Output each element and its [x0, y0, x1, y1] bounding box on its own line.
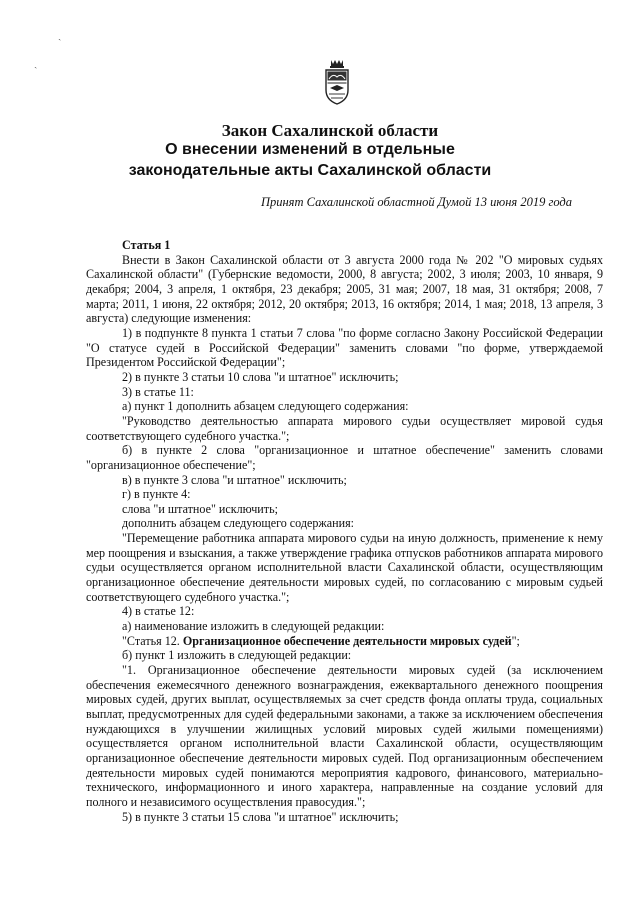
statute-12-heading	[86, 634, 603, 649]
statute-12-title: Организационное обеспечение деятельности мировых судей	[182, 633, 512, 648]
paragraph: Внести в Закон Сахалинской области от 3 августа 2000 года № 202 "О мировых судьях Сахалинской области" (Губернские ведомости, 2000, 8 августа; 2002, 3 июля; 2003, 10 января, 9 декабря; 2004, 3 апреля, 1 октября, 23 декабря; 2005, 31 мая; 2007, 18 мая, 31 октября; 2008, 7 марта; 2011, 1 июня, 22 октября; 2012, 20 октября; 2013, 16 октября; 2014, 1 мая; 2018, 13 апреля, 3 августа) следующие изменения:	[86, 252, 603, 326]
paragraph: слова "и штатное" исключить;	[122, 501, 278, 516]
paragraph: г) в пункте 4:	[122, 487, 191, 502]
paragraph: 4) в статье 12:	[122, 604, 195, 619]
article-title: Статья 1	[122, 238, 171, 252]
paragraph: дополнить абзацем следующего содержания:	[122, 516, 355, 531]
coat-of-arms-emblem	[322, 56, 352, 106]
paragraph: 5) в пункте 3 статьи 15 слова "и штатное" исключить;	[122, 809, 399, 824]
law-title: Закон Сахалинской области	[221, 121, 439, 140]
paragraph: б) в пункте 2 слова "организационное и штатное обеспечение" заменить словами "организационное обеспечение";	[86, 443, 603, 472]
scan-mark: ˎ	[58, 30, 62, 41]
paragraph: "Руководство деятельностью аппарата мирового судьи осуществляет мировой судья соответствующего судебного участка.";	[86, 413, 603, 443]
law-body	[86, 238, 603, 824]
statute-12-suffix: ";	[511, 633, 520, 648]
law-subtitle-line2: законодательные акты Сахалинской области	[128, 162, 492, 179]
paragraph: 2) в пункте 3 статьи 10 слова "и штатное" исключить;	[122, 369, 399, 384]
paragraph: 3) в статье 11:	[122, 384, 194, 399]
statute-12-prefix: "Статья 12.	[122, 633, 183, 648]
scan-mark: ˎ	[34, 58, 38, 69]
paragraph: а) пункт 1 дополнить абзацем следующего содержания:	[122, 399, 409, 414]
adoption-note: Принят Сахалинской областной Думой 13 июня 2019 года	[260, 195, 572, 209]
paragraph: б) пункт 1 изложить в следующей редакции:	[122, 648, 352, 663]
law-subtitle-line1: О внесении изменений в отдельные	[165, 141, 455, 158]
paragraph: в) в пункте 3 слова "и штатное" исключить;	[122, 472, 347, 487]
paragraph: 1) в подпункте 8 пункта 1 статьи 7 слова "по форме согласно Закону Российской Федерации "О статусе судей в Российской Федерации" заменить словами "по форме, утверждаемой Президентом Российской Федерации";	[86, 325, 603, 370]
paragraph: "Перемещение работника аппарата мирового судьи на иную должность, применение к нему мер поощрения и взыскания, а также утверждение графика отпусков работников аппарата мирового судьи осуществляется органом исполнительной власти Сахалинской области, осуществляющим организационное обеспечение деятельности мировых судей, по согласованию с мировым судьей соответствующего судебного участка.";	[86, 531, 603, 604]
paragraph: "1. Организационное обеспечение деятельности мировых судей (за исключением обеспечения ежемесячного денежного вознаграждения, ежеквартального денежного поощрения мировых судей, других выплат, осуществляемых за счет средств фонда оплаты труда, социальных выплат, предусмотренных для судей федеральными законами, а также за исключением обеспечения нуждающихся в улучшении жилищных условий мировых судей жилыми помещениями) осуществляется органом исполнительной власти Сахалинской области, осуществляющим организационное обеспечение деятельности мировых судей. Под организационным обеспечением деятельности мировых судей понимаются мероприятия кадрового, финансового, материально-технического, информационного и иного характера, направленные на создание условий для полного и независимого осуществления правосудия.";	[86, 663, 603, 809]
paragraph: а) наименование изложить в следующей редакции:	[122, 619, 385, 634]
